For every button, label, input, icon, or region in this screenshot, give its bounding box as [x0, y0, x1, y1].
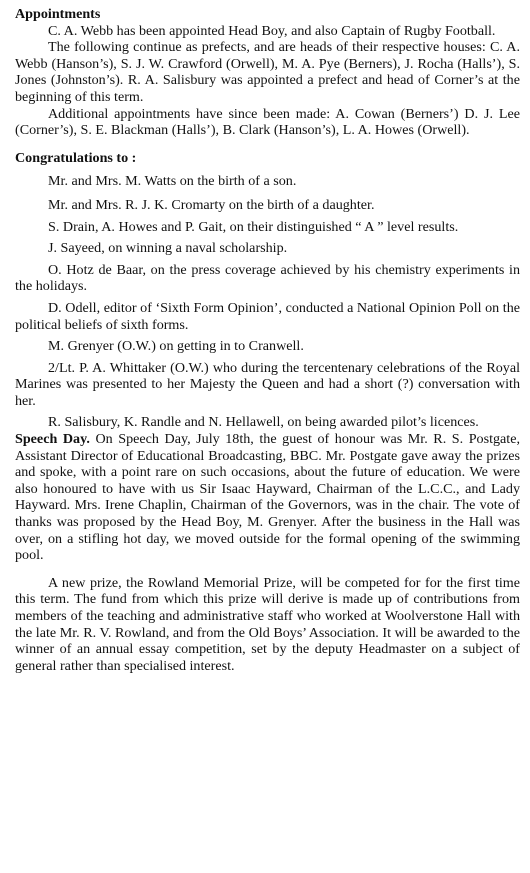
- appointments-paragraph: Additional appointments have since been made: A. Cowan (Berners’) D. J. Lee (Corner’s), S. E. Blackman (Halls’), B. Clark (Hanson’s), L. A. Howes (Orwell).: [15, 105, 520, 139]
- congratulations-item: Mr. and Mrs. M. Watts on the birth of a son.: [48, 173, 297, 190]
- congratulations-item: S. Drain, A. Howes and P. Gait, on their distinguished “ A ” level results.: [48, 218, 459, 235]
- congratulations-item: O. Hotz de Baar, on the press coverage achieved by his chemistry experiments in the holidays.: [15, 261, 520, 295]
- congratulations-item: 2/Lt. P. A. Whittaker (O.W.) who during the tercentenary celebrations of the Royal Marines was presented to her Majesty the Queen and had a short (?) conversation with her.: [15, 359, 520, 409]
- speech-day-paragraph: [15, 431, 520, 564]
- congratulations-item: Mr. and Mrs. R. J. K. Cromarty on the birth of a daughter.: [48, 196, 375, 213]
- congratulations-item: J. Sayeed, on winning a naval scholarship.: [48, 240, 288, 257]
- congratulations-item: D. Odell, editor of ‘Sixth Form Opinion’, conducted a National Opinion Poll on the political beliefs of sixth forms.: [15, 299, 520, 333]
- appointments-paragraph: The following continue as prefects, and are heads of their respective houses: C. A. Webb (Hanson’s), S. J. W. Crawford (Orwell), M. A. Pye (Berners), J. Rocha (Halls’), S. Jones (Johnston’s). R. A. Salisbury was appointed a prefect and head of Corner’s at the beginning of this term.: [15, 39, 520, 105]
- speech-day-text: On Speech Day, July 18th, the guest of honour was Mr. R. S. Postgate, Assistant Director of Educational Broadcasting, BBC. Mr. Postgate gave away the prizes and spoke, with a point rare on such occasions, about the future of education. We were also honoured to have with us Sir Isaac Hayward, Chairman of the L.C.C., and Lady Hayward. Mrs. Irene Chaplin, Chairman of the Governors, was in the chair. The vote of thanks was proposed by the Head Boy, M. Grenyer. After the business in the Hall was over, on a stifling hot day, we moved outside for the formal opening of the swimming pool.: [15, 431, 521, 564]
- congratulations-item: R. Salisbury, K. Randle and N. Hellawell, on being awarded pilot’s licences.: [48, 414, 479, 431]
- congratulations-item: M. Grenyer (O.W.) on getting in to Cranwell.: [48, 338, 304, 355]
- appointments-paragraph: C. A. Webb has been appointed Head Boy, and also Captain of Rugby Football.: [48, 22, 496, 39]
- document-page: [15, 6, 520, 674]
- appointments-heading: Appointments: [15, 6, 101, 22]
- rowland-prize-paragraph: A new prize, the Rowland Memorial Prize, will be competed for for the first time this term. The fund from which this prize will derive is made up of contributions from members of the teaching and administrative staff who worked at Woolverstone Hall with the late Mr. R. V. Rowland, and from the Old Boys’ Association. It will be awarded to the winner of an annual essay competition, set by the deputy Headmaster on a subject of general rather than specialised interest.: [15, 574, 520, 674]
- congratulations-heading: Congratulations to :: [15, 149, 137, 166]
- speech-day-heading: Speech Day.: [15, 431, 90, 448]
